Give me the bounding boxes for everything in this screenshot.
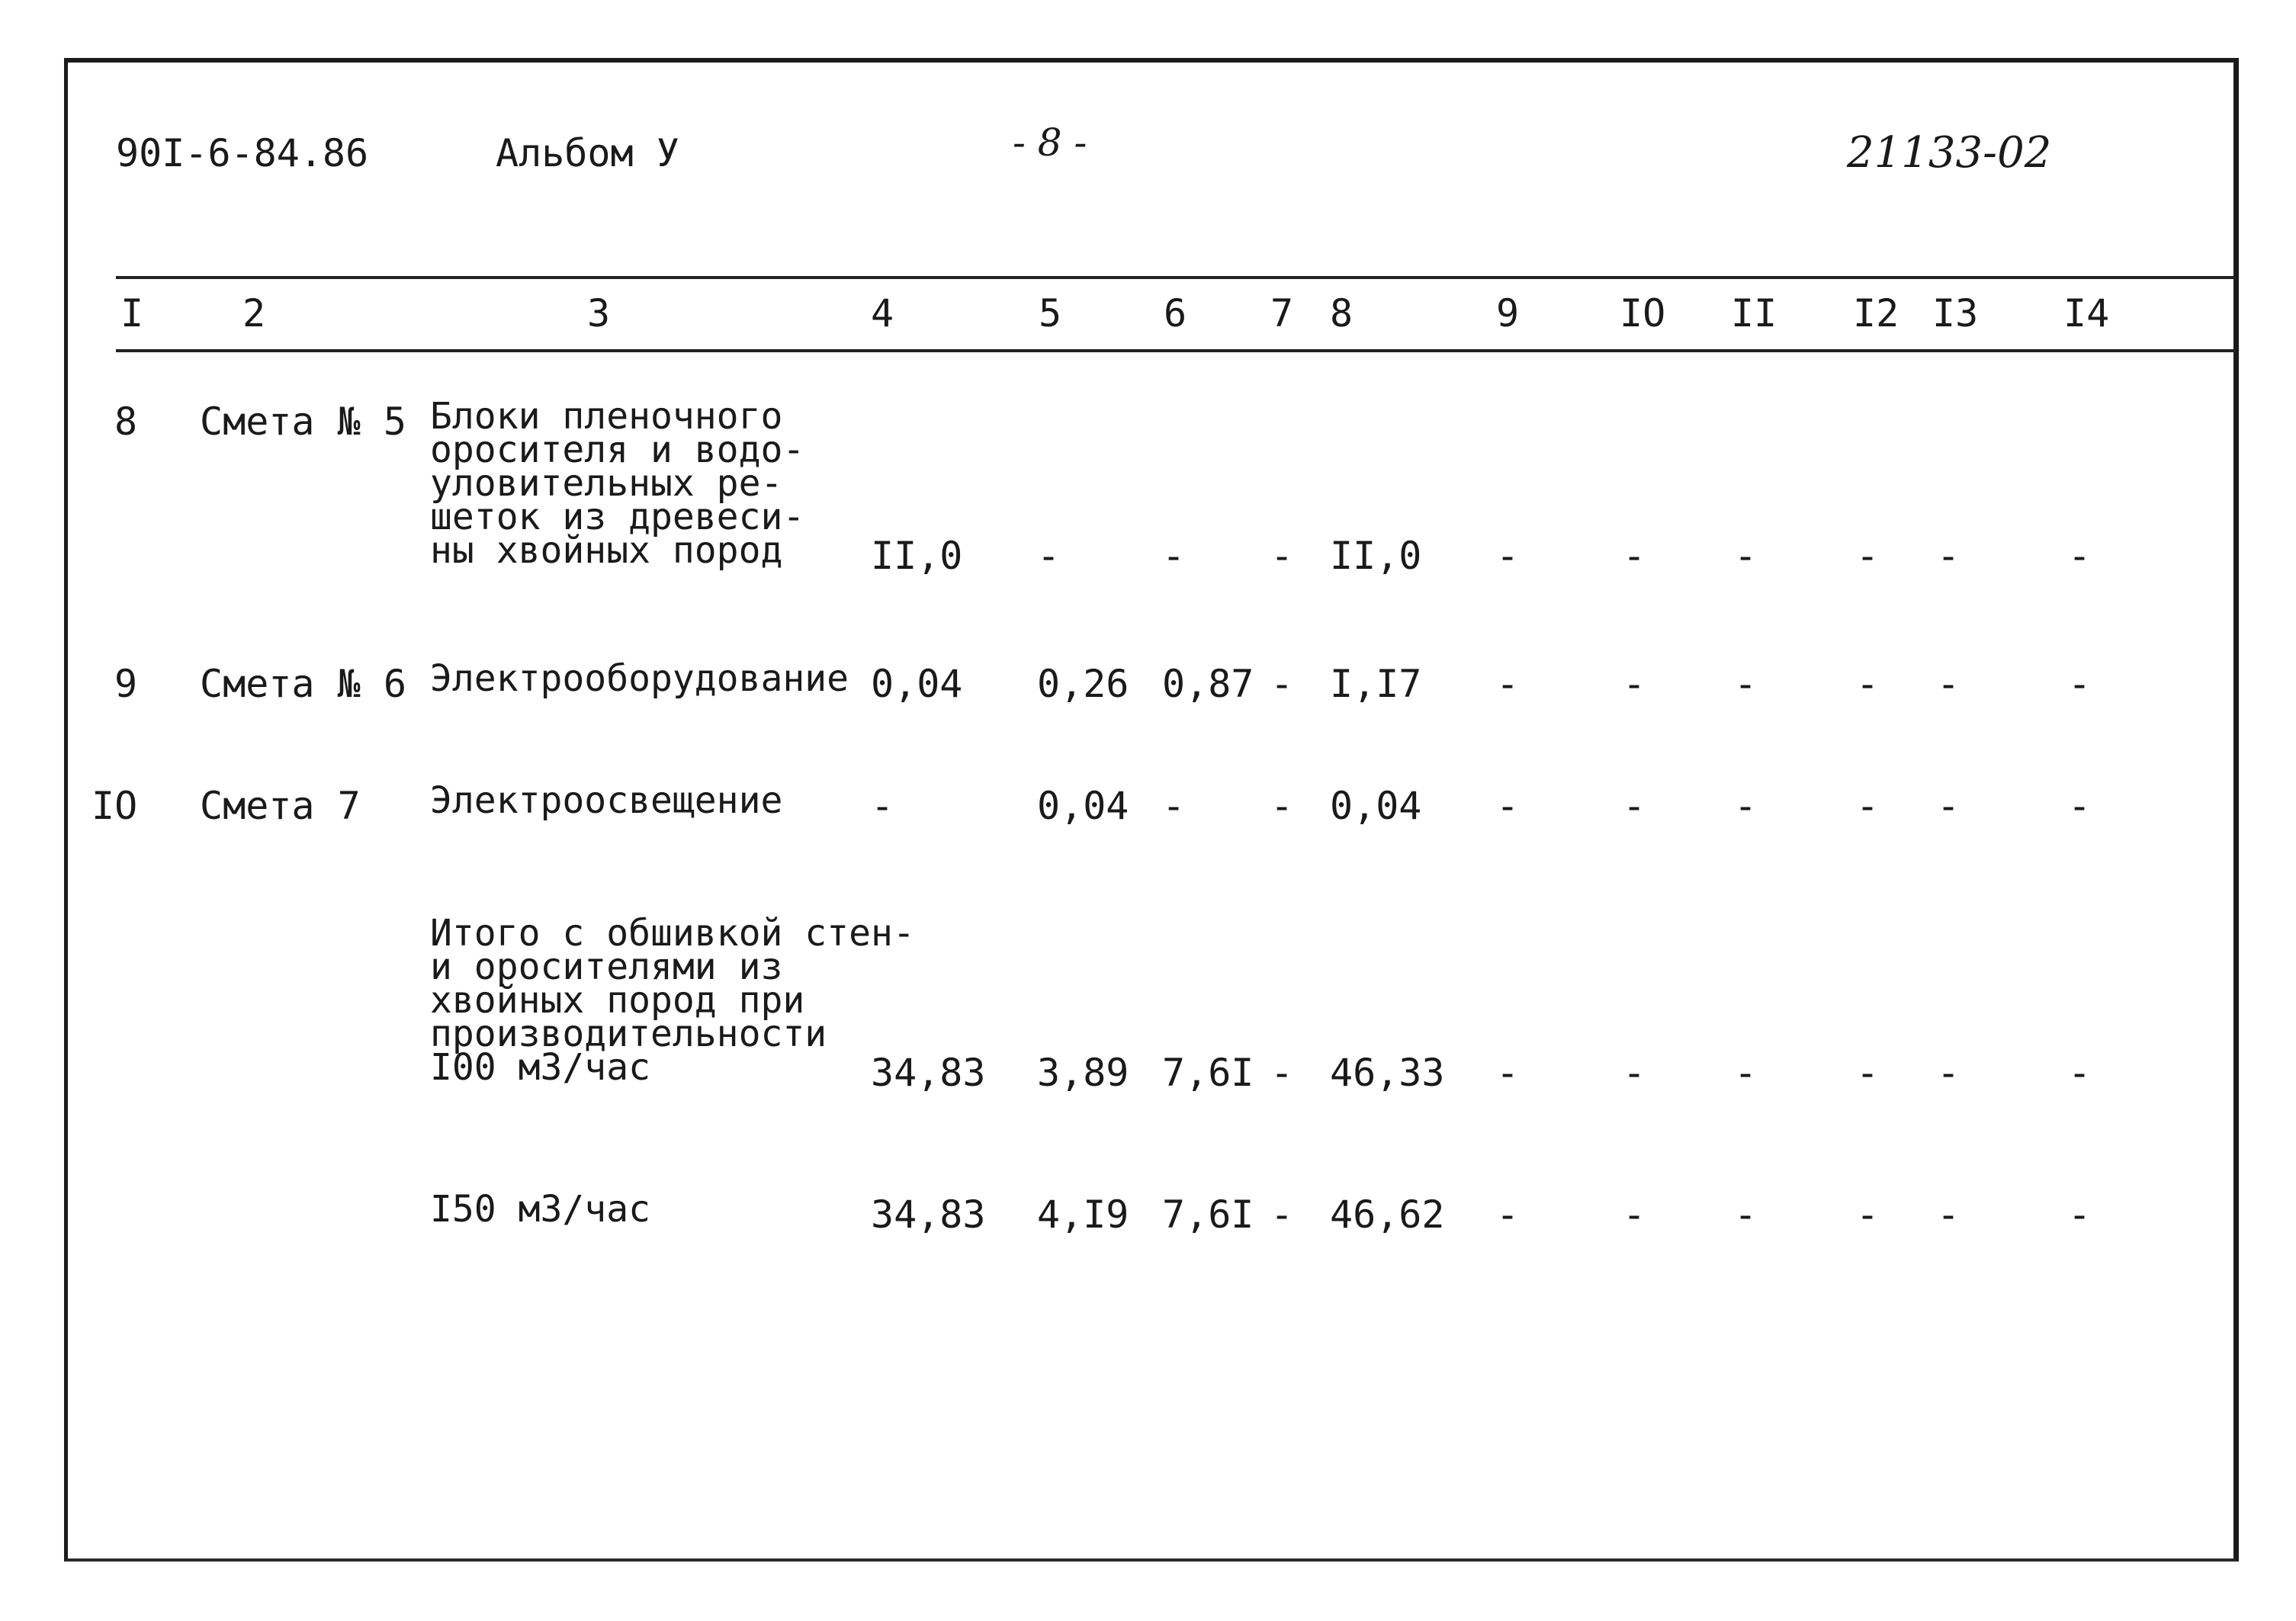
description-line: шеток из древеси- <box>430 496 805 538</box>
estimate-ref: Смета № 6 <box>200 662 406 706</box>
value-cell: - <box>1623 1192 1646 1237</box>
value-cell: - <box>2068 662 2092 706</box>
column-header: 8 <box>1330 291 1354 335</box>
description-line: и оросителями из <box>430 945 783 988</box>
value-cell: - <box>1937 784 1960 828</box>
column-header: 2 <box>242 291 266 335</box>
column-header: 7 <box>1270 291 1294 335</box>
value-cell: 46,62 <box>1330 1192 1445 1237</box>
value-cell: - <box>1856 662 1880 706</box>
value-cell: - <box>2068 534 2092 578</box>
value-cell: - <box>1270 662 1294 706</box>
value-cell: - <box>1496 1192 1520 1237</box>
value-cell: - <box>1496 534 1520 578</box>
value-cell: 3,89 <box>1037 1051 1129 1095</box>
description-line: I00 м3/час <box>430 1046 650 1089</box>
row-description <box>430 1188 650 1231</box>
value-cell: - <box>1037 534 1061 578</box>
value-cell: - <box>1270 784 1294 828</box>
value-cell: 0,04 <box>1037 784 1129 828</box>
value-cell: - <box>1496 662 1520 706</box>
value-cell: - <box>2068 784 2092 828</box>
column-header: I3 <box>1932 291 1979 335</box>
column-header: IO <box>1620 291 1666 335</box>
column-header: I2 <box>1853 291 1899 335</box>
row-description <box>430 395 805 572</box>
value-cell: II,0 <box>1330 534 1422 578</box>
header-bottom-rule <box>116 349 2236 352</box>
value-cell: - <box>1937 534 1960 578</box>
value-cell: - <box>1856 1051 1880 1095</box>
value-cell: - <box>1734 1051 1758 1095</box>
description-line: Электроосвещение <box>430 779 783 822</box>
description-line: I50 м3/час <box>430 1188 650 1231</box>
value-cell: 7,6I <box>1162 1192 1254 1237</box>
value-cell: 34,83 <box>871 1051 986 1095</box>
description-line: ны хвойных пород <box>430 529 783 572</box>
value-cell: - <box>1496 784 1520 828</box>
value-cell: - <box>1937 1192 1960 1237</box>
value-cell: - <box>1937 662 1960 706</box>
value-cell: - <box>1734 534 1758 578</box>
value-cell: 0,26 <box>1037 662 1129 706</box>
value-cell: 0,04 <box>871 662 963 706</box>
value-cell: - <box>1270 534 1294 578</box>
column-header: I <box>120 291 144 335</box>
estimate-ref: Смета 7 <box>200 784 361 828</box>
value-cell: - <box>1623 1051 1646 1095</box>
description-line: оросителя и водо- <box>430 429 805 471</box>
value-cell: I,I7 <box>1330 662 1422 706</box>
doc-code: 90I-6-84.86 <box>116 131 369 175</box>
value-cell: II,0 <box>871 534 963 578</box>
row-description <box>430 912 915 1089</box>
description-line: Блоки пленочного <box>430 395 783 438</box>
value-cell: - <box>1734 1192 1758 1237</box>
value-cell: - <box>1734 784 1758 828</box>
description-line: хвойных пород при <box>430 979 805 1022</box>
column-header: II <box>1731 291 1777 335</box>
page-frame <box>64 58 2239 1562</box>
value-cell: - <box>1496 1051 1520 1095</box>
row-number: 9 <box>114 662 138 706</box>
value-cell: 4,I9 <box>1037 1192 1129 1237</box>
description-line: Итого с обшивкой стен- <box>430 912 915 955</box>
column-header: 6 <box>1164 291 1187 335</box>
value-cell: 46,33 <box>1330 1051 1445 1095</box>
row-description <box>430 657 849 700</box>
description-line: уловительных ре- <box>430 462 783 505</box>
row-number: 8 <box>114 400 138 444</box>
album-label: Альбом У <box>496 131 679 175</box>
value-cell: - <box>1270 1051 1294 1095</box>
doc-number: 21133-02 <box>1847 128 2052 178</box>
header-top-rule <box>116 276 2236 279</box>
value-cell: 7,6I <box>1162 1051 1254 1095</box>
value-cell: - <box>1162 784 1186 828</box>
value-cell: - <box>871 784 894 828</box>
value-cell: - <box>1734 662 1758 706</box>
value-cell: 0,04 <box>1330 784 1422 828</box>
estimate-ref: Смета № 5 <box>200 400 406 444</box>
column-header: I4 <box>2063 291 2110 335</box>
value-cell: 0,87 <box>1162 662 1254 706</box>
value-cell: 34,83 <box>871 1192 986 1237</box>
value-cell: - <box>1856 784 1880 828</box>
value-cell: - <box>1937 1051 1960 1095</box>
value-cell: - <box>1856 534 1880 578</box>
value-cell: - <box>1162 534 1186 578</box>
value-cell: - <box>1623 784 1646 828</box>
column-header: 9 <box>1496 291 1520 335</box>
value-cell: - <box>1623 534 1646 578</box>
row-number: IO <box>92 784 138 828</box>
value-cell: - <box>1856 1192 1880 1237</box>
value-cell: - <box>2068 1051 2092 1095</box>
row-description <box>430 779 783 822</box>
column-header: 4 <box>871 291 894 335</box>
description-line: производительности <box>430 1013 827 1055</box>
value-cell: - <box>1270 1192 1294 1237</box>
column-header: 3 <box>587 291 611 335</box>
description-line: Электрооборудование <box>430 657 849 700</box>
page-number: - 8 - <box>1013 120 1087 165</box>
value-cell: - <box>1623 662 1646 706</box>
column-header: 5 <box>1039 291 1062 335</box>
value-cell: - <box>2068 1192 2092 1237</box>
